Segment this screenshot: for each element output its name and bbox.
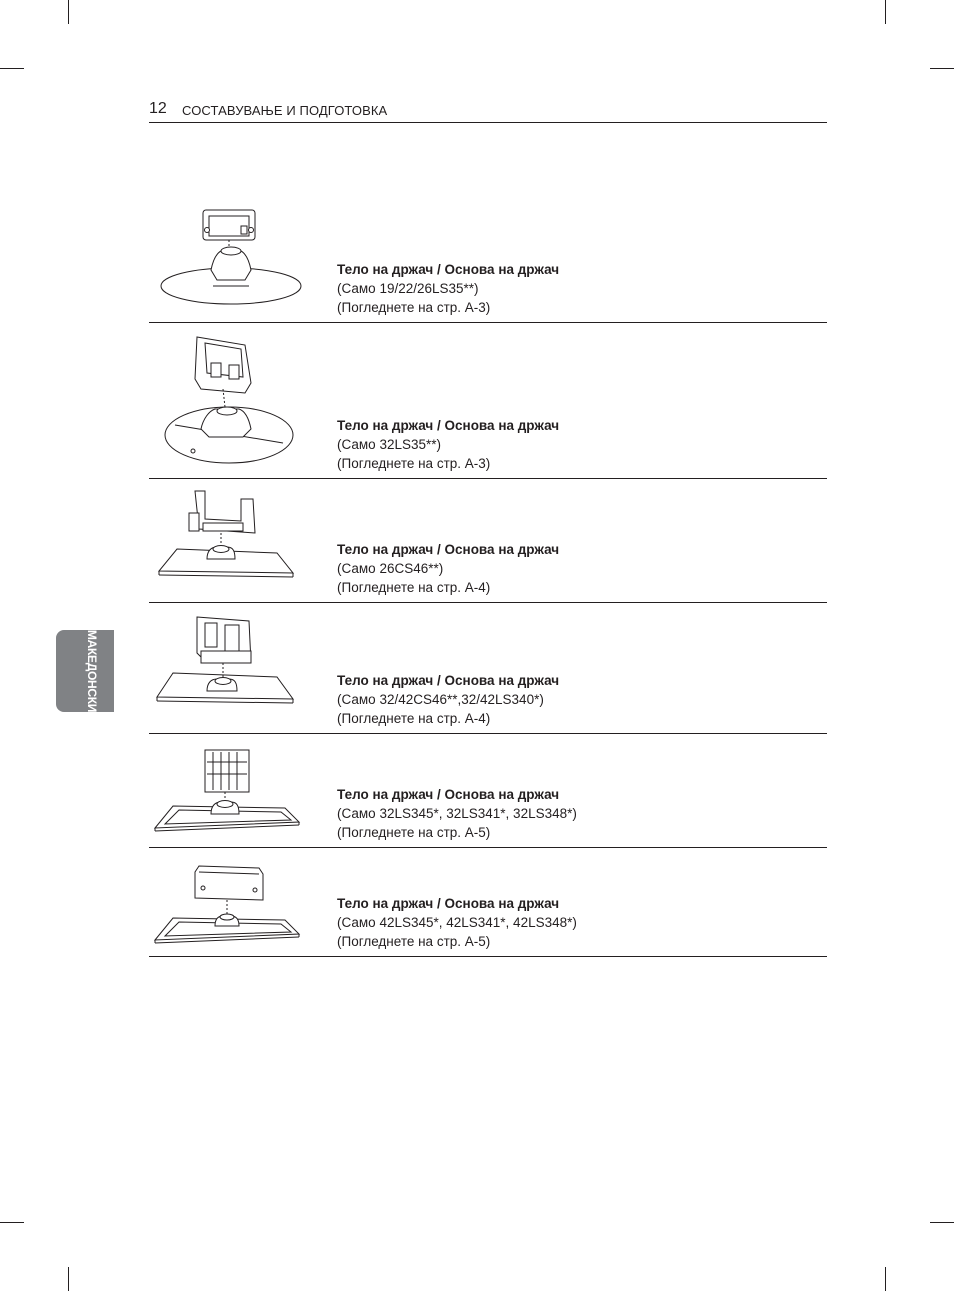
item-models: (Само 32/42CS46**,32/42LS340*) — [337, 692, 544, 707]
stand-body-base-drawing — [153, 748, 303, 844]
item-description — [337, 540, 559, 597]
stand-illustration — [153, 748, 303, 844]
item-models: (Само 26CS46**) — [337, 561, 444, 576]
stand-body-base-drawing — [153, 615, 303, 727]
item-page-reference: (Погледнете на стр. A-5) — [337, 825, 491, 840]
section-title: СОСТАВУВАЊЕ И ПОДГОТОВКА — [182, 103, 388, 118]
item-description — [337, 671, 559, 728]
stand-item — [149, 323, 827, 479]
item-models: (Само 32LS345*, 32LS341*, 32LS348*) — [337, 806, 577, 821]
stand-illustration — [153, 333, 303, 473]
crop-mark — [68, 0, 69, 24]
page-header — [149, 100, 827, 123]
crop-mark — [885, 1267, 886, 1291]
stand-item — [149, 848, 827, 957]
page-number: 12 — [149, 100, 167, 117]
crop-mark — [0, 68, 24, 69]
language-tab-label: МАКЕДОНСКИ — [85, 629, 99, 713]
item-page-reference: (Погледнете на стр. A-4) — [337, 711, 491, 726]
item-description — [337, 260, 559, 317]
stand-body-base-drawing — [153, 208, 303, 308]
stand-body-base-drawing — [153, 487, 303, 597]
stand-item — [149, 200, 827, 323]
stand-illustration — [153, 208, 303, 308]
crop-mark — [885, 0, 886, 24]
stand-body-base-drawing — [153, 864, 303, 950]
crop-mark — [930, 1222, 954, 1223]
item-models: (Само 19/22/26LS35**) — [337, 281, 479, 296]
item-page-reference: (Погледнете на стр. A-5) — [337, 934, 491, 949]
item-title: Тело на држач / Основа на држач — [337, 542, 560, 557]
item-description — [337, 894, 577, 951]
item-title: Тело на држач / Основа на држач — [337, 896, 560, 911]
item-title: Тело на држач / Основа на држач — [337, 673, 560, 688]
crop-mark — [930, 68, 954, 69]
crop-mark — [68, 1267, 69, 1291]
crop-mark — [0, 1222, 24, 1223]
item-models: (Само 32LS35**) — [337, 437, 441, 452]
stand-illustration — [153, 487, 303, 597]
stand-item — [149, 479, 827, 603]
item-title: Тело на држач / Основа на држач — [337, 787, 560, 802]
item-page-reference: (Погледнете на стр. A-3) — [337, 456, 491, 471]
stand-illustration — [153, 864, 303, 950]
item-title: Тело на држач / Основа на држач — [337, 262, 560, 277]
stand-item — [149, 603, 827, 734]
stand-body-base-drawing — [153, 333, 303, 473]
item-description — [337, 416, 559, 473]
stand-item — [149, 734, 827, 848]
item-page-reference: (Погледнете на стр. A-4) — [337, 580, 491, 595]
item-page-reference: (Погледнете на стр. A-3) — [337, 300, 491, 315]
item-models: (Само 42LS345*, 42LS341*, 42LS348*) — [337, 915, 577, 930]
stand-illustration — [153, 615, 303, 727]
item-title: Тело на држач / Основа на држач — [337, 418, 560, 433]
item-description — [337, 785, 577, 842]
